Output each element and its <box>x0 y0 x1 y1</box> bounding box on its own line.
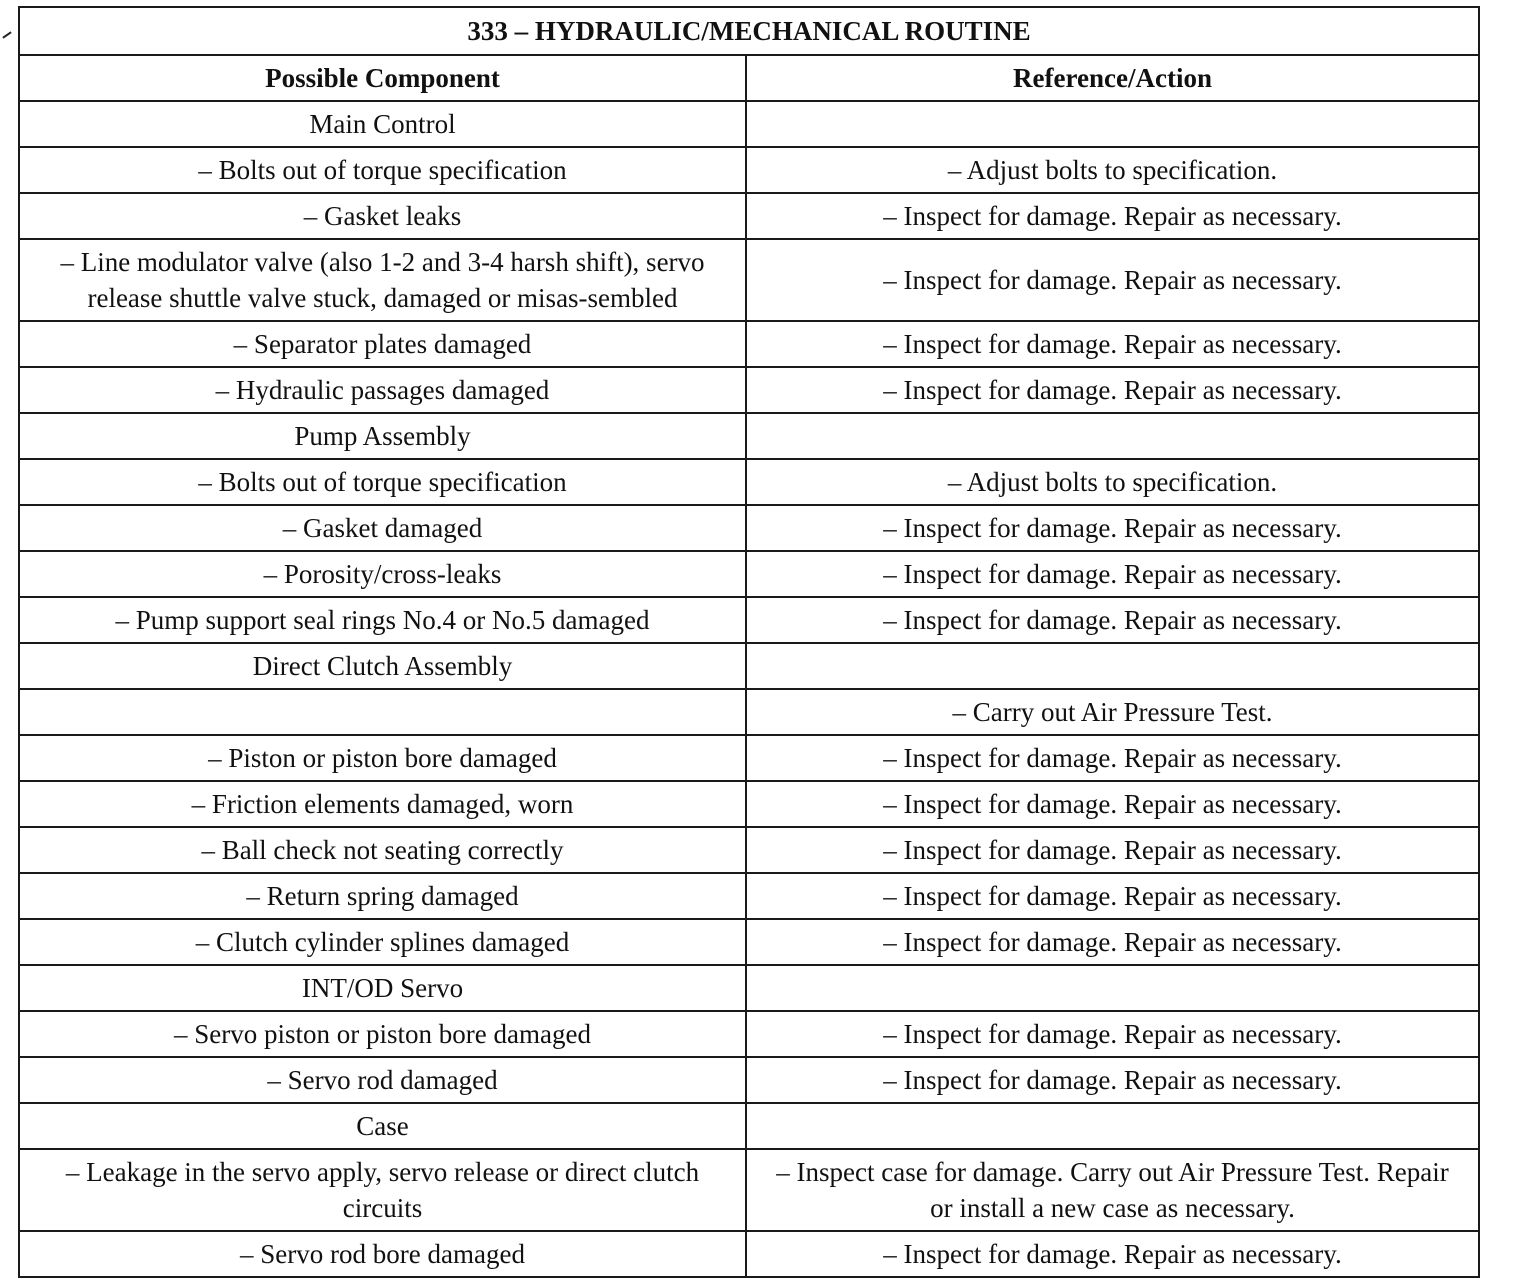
component-cell: Main Control <box>19 101 746 147</box>
action-cell <box>746 643 1479 689</box>
table-row <box>19 147 1479 193</box>
routine-table <box>18 6 1480 1278</box>
action-cell: – Inspect for damage. Repair as necessary. <box>746 781 1479 827</box>
action-cell <box>746 1103 1479 1149</box>
table-body <box>19 101 1479 1277</box>
action-cell: – Inspect for damage. Repair as necessary. <box>746 239 1479 321</box>
component-cell: Direct Clutch Assembly <box>19 643 746 689</box>
action-cell: – Inspect for damage. Repair as necessary. <box>746 919 1479 965</box>
margin-mark <box>2 31 11 38</box>
table-row <box>19 321 1479 367</box>
table-row <box>19 735 1479 781</box>
table-row <box>19 781 1479 827</box>
component-cell: – Separator plates damaged <box>19 321 746 367</box>
component-cell: – Servo rod damaged <box>19 1057 746 1103</box>
component-cell: – Hydraulic passages damaged <box>19 367 746 413</box>
action-cell: – Inspect case for damage. Carry out Air Pressure Test. Repair or install a new case as necessary. <box>746 1149 1479 1231</box>
component-cell: – Piston or piston bore damaged <box>19 735 746 781</box>
column-header-action: Reference/Action <box>746 55 1479 101</box>
component-cell: – Ball check not seating correctly <box>19 827 746 873</box>
action-cell: – Adjust bolts to specification. <box>746 147 1479 193</box>
table-row <box>19 413 1479 459</box>
component-cell: – Line modulator valve (also 1-2 and 3-4 harsh shift), servo release shuttle valve stuck, damaged or misas-sembled <box>19 239 746 321</box>
table-row <box>19 965 1479 1011</box>
table-row <box>19 1011 1479 1057</box>
component-cell: – Return spring damaged <box>19 873 746 919</box>
action-cell: – Inspect for damage. Repair as necessary. <box>746 827 1479 873</box>
action-cell <box>746 101 1479 147</box>
table-row <box>19 919 1479 965</box>
action-cell: – Inspect for damage. Repair as necessary. <box>746 505 1479 551</box>
component-cell: – Clutch cylinder splines damaged <box>19 919 746 965</box>
action-cell <box>746 965 1479 1011</box>
component-cell: INT/OD Servo <box>19 965 746 1011</box>
action-cell: – Inspect for damage. Repair as necessary. <box>746 551 1479 597</box>
table-row <box>19 193 1479 239</box>
component-cell: – Gasket leaks <box>19 193 746 239</box>
table-row <box>19 1231 1479 1277</box>
column-header-component: Possible Component <box>19 55 746 101</box>
component-cell: – Gasket damaged <box>19 505 746 551</box>
action-cell: – Inspect for damage. Repair as necessary. <box>746 1011 1479 1057</box>
component-cell: – Servo piston or piston bore damaged <box>19 1011 746 1057</box>
table-row <box>19 551 1479 597</box>
component-cell: – Leakage in the servo apply, servo release or direct clutch circuits <box>19 1149 746 1231</box>
component-cell: Pump Assembly <box>19 413 746 459</box>
action-cell: – Inspect for damage. Repair as necessary. <box>746 1231 1479 1277</box>
table-row <box>19 873 1479 919</box>
component-cell: – Pump support seal rings No.4 or No.5 damaged <box>19 597 746 643</box>
component-cell: Case <box>19 1103 746 1149</box>
action-cell <box>746 413 1479 459</box>
table-row <box>19 1103 1479 1149</box>
action-cell: – Adjust bolts to specification. <box>746 459 1479 505</box>
action-cell: – Inspect for damage. Repair as necessary. <box>746 735 1479 781</box>
component-cell: – Servo rod bore damaged <box>19 1231 746 1277</box>
action-cell: – Inspect for damage. Repair as necessary. <box>746 193 1479 239</box>
action-cell: – Inspect for damage. Repair as necessary. <box>746 367 1479 413</box>
component-cell: – Friction elements damaged, worn <box>19 781 746 827</box>
table-row <box>19 1149 1479 1231</box>
action-cell: – Inspect for damage. Repair as necessary. <box>746 597 1479 643</box>
component-cell: – Bolts out of torque specification <box>19 459 746 505</box>
table-row <box>19 689 1479 735</box>
action-cell: – Inspect for damage. Repair as necessary. <box>746 873 1479 919</box>
component-cell: – Porosity/cross-leaks <box>19 551 746 597</box>
table-title: 333 – HYDRAULIC/MECHANICAL ROUTINE <box>19 7 1479 55</box>
table-row <box>19 239 1479 321</box>
action-cell: – Carry out Air Pressure Test. <box>746 689 1479 735</box>
table-row <box>19 505 1479 551</box>
table-row <box>19 643 1479 689</box>
table-row <box>19 459 1479 505</box>
component-cell: – Bolts out of torque specification <box>19 147 746 193</box>
action-cell: – Inspect for damage. Repair as necessary. <box>746 1057 1479 1103</box>
table-row <box>19 367 1479 413</box>
table-row <box>19 101 1479 147</box>
table-row <box>19 597 1479 643</box>
table-row <box>19 1057 1479 1103</box>
component-cell <box>19 689 746 735</box>
action-cell: – Inspect for damage. Repair as necessary. <box>746 321 1479 367</box>
table-row <box>19 827 1479 873</box>
